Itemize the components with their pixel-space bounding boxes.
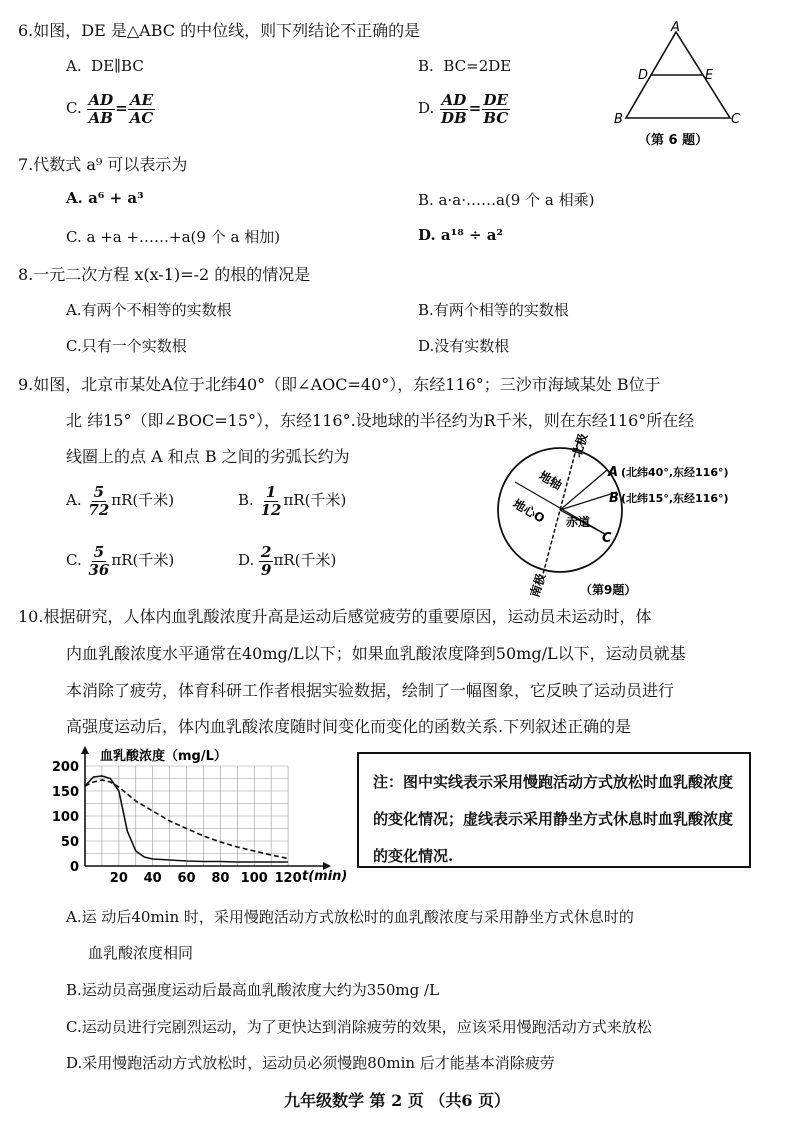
q9-stem-line3: 线圈上的点 A 和点 B 之间的劣弧长约为 bbox=[66, 447, 350, 466]
q10-option-a-line1: A.运 动后40min 时，采用慢跑活动方式放松时的血乳酸浓度与采用静坐方式休息时的 bbox=[66, 908, 634, 926]
y-tick-label: 50 bbox=[60, 835, 79, 850]
q6-c-den2: AC bbox=[129, 108, 154, 127]
q9-stem-line2: 北 纬15°（即∠BOC=15°），东经116°.设地球的半径约为R千米，则在东经116°所在经 bbox=[66, 411, 695, 430]
q9-b-den: 12 bbox=[260, 500, 282, 519]
q9-a-den: 72 bbox=[88, 500, 110, 519]
q9-d-fraction bbox=[259, 544, 273, 578]
q6-d-label: D. bbox=[418, 99, 435, 117]
q9-a-num: 5 bbox=[93, 483, 105, 501]
q7-option-a: A. a⁶ + a³ bbox=[66, 189, 144, 207]
point-a-label: A bbox=[608, 465, 619, 480]
q6-d-num1: AD bbox=[441, 91, 467, 109]
q6-triangle-figure bbox=[608, 18, 748, 154]
q6-d-num2: DE bbox=[483, 91, 508, 109]
q6-a-label: A. bbox=[66, 57, 82, 75]
q6-b-label: B. bbox=[418, 57, 434, 75]
y-tick-label: 0 bbox=[69, 860, 79, 875]
q6-option-b bbox=[418, 57, 511, 75]
q9-b-num: 1 bbox=[265, 483, 277, 501]
earth-axis-label: 地轴 bbox=[536, 468, 565, 493]
q9-a-label: A. bbox=[66, 491, 82, 509]
q9-d-num: 2 bbox=[261, 543, 272, 561]
q10-option-d: D.采用慢跑活动方式放松时，运动员必须慢跑80min 后才能基本消除疲劳 bbox=[66, 1054, 555, 1072]
q6-caption: （第 6 题） bbox=[638, 133, 709, 148]
q6-c-eq: = bbox=[115, 99, 128, 117]
q9-b-label: B. bbox=[238, 491, 254, 509]
point-d-label: D bbox=[638, 68, 649, 83]
x-tick-label: 40 bbox=[143, 871, 162, 886]
q7-option-d: D. a¹⁸ ÷ a² bbox=[418, 226, 504, 244]
q6-option-d bbox=[418, 92, 510, 126]
y-tick-label: 100 bbox=[51, 810, 79, 825]
point-b-note: (北纬15°,东经116°) bbox=[621, 492, 729, 505]
q9-d-tail: πR(千米) bbox=[273, 551, 337, 569]
chart-ylabel: 血乳酸浓度（mg/L） bbox=[100, 749, 227, 764]
x-tick-label: 100 bbox=[240, 871, 268, 886]
point-a-note: (北纬40°,东经116°) bbox=[621, 466, 729, 479]
q6-c-fraction-2 bbox=[128, 92, 156, 126]
chart-xlabel: t(min) bbox=[302, 869, 348, 884]
q6-a-text: DE∥BC bbox=[91, 57, 144, 75]
q7-option-c: C. a +a +……+a(9 个 a 相加) bbox=[66, 228, 281, 246]
q9-caption: （第9题） bbox=[580, 583, 637, 597]
q9-earth-figure bbox=[490, 431, 760, 600]
q10-note-text: 注：图中实线表示采用慢跑活动方式放松时血乳酸浓度的变化情况；虚线表示采用静坐方式休息时血乳酸浓度的变化情况. bbox=[373, 773, 734, 865]
q9-b-fraction bbox=[259, 484, 284, 518]
q9-option-b bbox=[238, 484, 346, 518]
q6-c-label: C. bbox=[66, 99, 82, 117]
q10-stem-line4: 高强度运动后，体内血乳酸浓度随时间变化而变化的函数关系.下列叙述正确的是 bbox=[66, 717, 632, 736]
q6-option-a bbox=[66, 57, 144, 75]
q10-stem-line1: 10.根据研究，人体内血乳酸浓度升高是运动后感觉疲劳的重要原因，运动员未运动时，体 bbox=[18, 607, 652, 626]
q9-c-tail: πR(千米) bbox=[111, 551, 175, 569]
q6-option-c bbox=[66, 92, 155, 126]
radius-oa bbox=[560, 470, 607, 510]
q6-b-text: BC=2DE bbox=[443, 57, 512, 75]
q6-d-fraction-2 bbox=[481, 92, 510, 126]
q6-d-den1: DB bbox=[441, 108, 467, 127]
q10-option-c: C.运动员进行完剧烈运动，为了更快达到消除疲劳的效果，应该采用慢跑活动方式来放松 bbox=[66, 1018, 652, 1036]
q6-c-num1: AD bbox=[88, 91, 114, 109]
q8-stem: 8.一元二次方程 x(x-1)=-2 的根的情况是 bbox=[18, 265, 311, 284]
q7-option-b: B. a·a·……a(9 个 a 相乘) bbox=[418, 191, 595, 209]
x-tick-label: 120 bbox=[274, 871, 302, 886]
equator-label: 赤道 bbox=[566, 515, 591, 529]
q10-stem-line2: 内血乳酸浓度水平通常在40mg/L以下；如果血乳酸浓度降到50mg/L以下，运动员就基 bbox=[66, 644, 686, 663]
q9-a-tail: πR(千米) bbox=[111, 491, 175, 509]
q8-option-a: A.有两个不相等的实数根 bbox=[66, 301, 232, 319]
q10-stem-line3: 本消除了疲劳，体育科研工作者根据实验数据，绘制了一幅图象，它反映了运动员进行 bbox=[66, 681, 675, 700]
q9-c-num: 5 bbox=[93, 543, 105, 561]
point-b-label: B bbox=[609, 491, 619, 506]
q9-d-label: D. bbox=[238, 551, 255, 569]
q6-d-den2: BC bbox=[483, 108, 509, 127]
north-pole-label: 北极 bbox=[569, 431, 591, 459]
q9-option-d bbox=[238, 544, 336, 578]
q10-option-b: B.运动员高强度运动后最高血乳酸浓度大约为350mg /L bbox=[66, 981, 440, 999]
page-footer: 九年级数学 第 2 页 （共6 页） bbox=[283, 1091, 511, 1110]
point-e-label: E bbox=[705, 68, 714, 83]
q8-option-d: D.没有实数根 bbox=[418, 337, 510, 355]
q9-c-fraction bbox=[87, 544, 112, 578]
q10-option-a-line2: 血乳酸浓度相同 bbox=[88, 944, 194, 962]
q6-c-fraction-1 bbox=[87, 92, 116, 126]
q6-c-num2: AE bbox=[129, 91, 154, 109]
q9-b-tail: πR(千米) bbox=[283, 491, 347, 509]
q9-a-fraction bbox=[86, 484, 111, 518]
chart-axes bbox=[81, 746, 331, 870]
q7-stem: 7.代数式 a⁹ 可以表示为 bbox=[18, 155, 188, 174]
y-axis-arrow bbox=[81, 746, 89, 754]
q9-d-den: 9 bbox=[261, 560, 272, 579]
q9-option-c bbox=[66, 544, 174, 578]
south-pole-label: 南极 bbox=[527, 571, 549, 599]
vertex-b-label: B bbox=[614, 112, 623, 127]
vertex-a-label: A bbox=[671, 20, 680, 35]
q6-d-fraction-1 bbox=[439, 92, 469, 126]
q9-option-a bbox=[66, 484, 174, 518]
q6-d-eq: = bbox=[468, 99, 482, 117]
x-tick-label: 20 bbox=[109, 871, 128, 886]
q9-c-label: C. bbox=[66, 551, 82, 569]
point-c-label: C bbox=[602, 531, 612, 546]
chart-ticks bbox=[52, 760, 302, 886]
y-tick-label: 200 bbox=[51, 760, 79, 775]
x-tick-label: 80 bbox=[211, 871, 230, 886]
q8-option-b: B.有两个相等的实数根 bbox=[418, 301, 569, 319]
q8-option-c: C.只有一个实数根 bbox=[66, 337, 187, 355]
q10-lactate-chart bbox=[40, 742, 348, 890]
q9-stem-line1: 9.如图，北京市某处A位于北纬40°（即∠AOC=40°），东经116°；三沙市海域某处 B位于 bbox=[18, 375, 661, 394]
q10-note-box bbox=[357, 752, 751, 868]
x-tick-label: 60 bbox=[177, 871, 196, 886]
q6-stem: 6.如图，DE 是△ABC 的中位线，则下列结论不正确的是 bbox=[18, 21, 421, 40]
q9-c-den: 36 bbox=[88, 560, 110, 579]
q6-c-den1: AB bbox=[88, 108, 113, 127]
earth-center-label: 地心O bbox=[510, 496, 548, 526]
y-tick-label: 150 bbox=[51, 785, 79, 800]
chart-grid bbox=[85, 766, 288, 866]
vertex-c-label: C bbox=[731, 112, 741, 127]
